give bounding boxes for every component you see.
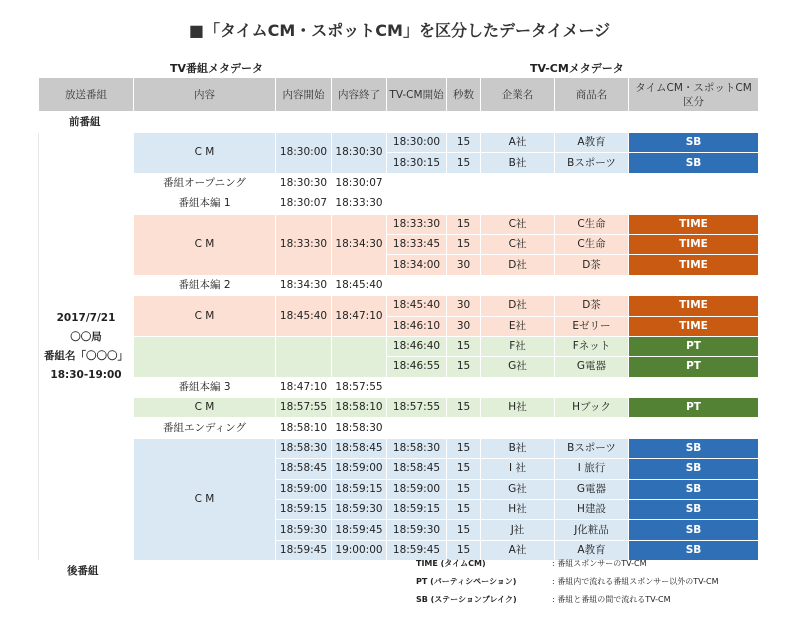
product-cell: Hブック — [555, 398, 629, 418]
legend-desc: : 番組内で流れる番組スポンサー以外のTV-CM — [552, 577, 719, 586]
category-badge: TIME — [629, 296, 759, 316]
cm-start-cell: 18:45:40 — [387, 296, 447, 316]
seconds-cell: 15 — [447, 459, 481, 479]
company-cell: H社 — [481, 398, 555, 418]
product-cell: Bスポーツ — [555, 153, 629, 173]
table-row — [39, 398, 759, 418]
content-start-cell — [276, 336, 332, 377]
content-start-cell: 18:58:45 — [276, 459, 332, 479]
category-badge: SB — [629, 540, 759, 560]
cm-start-cell: 18:59:45 — [387, 540, 447, 560]
content-start-cell: 18:47:10 — [276, 377, 332, 397]
category-badge: PT — [629, 398, 759, 418]
header-category-line1: タイムCM・スポットCM — [635, 81, 752, 94]
table-row — [39, 275, 759, 295]
product-cell — [555, 194, 629, 214]
cm-start-cell: 18:58:45 — [387, 459, 447, 479]
content-end-cell: 18:59:45 — [332, 520, 387, 540]
table-row — [39, 296, 759, 316]
cm-start-cell: 18:33:45 — [387, 234, 447, 254]
seconds-cell — [447, 194, 481, 214]
product-cell: D茶 — [555, 296, 629, 316]
legend-desc: : 番組と番組の間で流れるTV-CM — [552, 595, 671, 604]
company-cell: D社 — [481, 296, 555, 316]
content-end-cell: 18:57:55 — [332, 377, 387, 397]
cm-start-cell: 18:30:00 — [387, 133, 447, 153]
company-cell: I 社 — [481, 459, 555, 479]
broadcast-station: 〇〇局 — [70, 330, 102, 343]
cm-start-cell: 18:30:15 — [387, 153, 447, 173]
content-end-cell: 18:47:10 — [332, 296, 387, 337]
table-row — [39, 418, 759, 438]
product-cell: A教育 — [555, 540, 629, 560]
content-end-cell: 18:30:30 — [332, 133, 387, 174]
table-row — [39, 377, 759, 397]
seconds-cell: 15 — [447, 357, 481, 377]
table-row — [39, 214, 759, 234]
cm-start-cell: 18:46:55 — [387, 357, 447, 377]
table-row — [39, 336, 759, 356]
seconds-cell: 15 — [447, 133, 481, 153]
content-end-cell: 18:59:30 — [332, 500, 387, 520]
product-cell: J化粧品 — [555, 520, 629, 540]
before-program-label: 前番組 — [39, 112, 759, 133]
seconds-cell: 15 — [447, 520, 481, 540]
seconds-cell: 15 — [447, 153, 481, 173]
seconds-cell: 15 — [447, 500, 481, 520]
seconds-cell: 15 — [447, 336, 481, 356]
company-cell: B社 — [481, 438, 555, 458]
seconds-cell: 30 — [447, 316, 481, 336]
content-cell: 番組オープニング — [134, 173, 276, 193]
header-cm-start: TV-CM開始 — [387, 78, 447, 112]
category-badge: PT — [629, 357, 759, 377]
company-cell: D社 — [481, 255, 555, 275]
category-badge: TIME — [629, 214, 759, 234]
category-badge — [629, 418, 759, 438]
header-seconds: 秒数 — [447, 78, 481, 112]
content-end-cell — [332, 336, 387, 377]
header-product: 商品名 — [555, 78, 629, 112]
seconds-cell — [447, 377, 481, 397]
header-content: 内容 — [134, 78, 276, 112]
content-end-cell: 19:00:00 — [332, 540, 387, 560]
content-start-cell: 18:59:45 — [276, 540, 332, 560]
company-cell: C社 — [481, 234, 555, 254]
content-cell: 番組エンディング — [134, 418, 276, 438]
content-start-cell: 18:58:10 — [276, 418, 332, 438]
broadcast-program-name: 番組名「〇〇〇」 — [44, 349, 128, 362]
table-row — [39, 194, 759, 214]
product-cell: Bスポーツ — [555, 438, 629, 458]
seconds-cell: 15 — [447, 540, 481, 560]
company-cell: C社 — [481, 214, 555, 234]
cm-start-cell: 18:57:55 — [387, 398, 447, 418]
company-cell: H社 — [481, 500, 555, 520]
category-badge: TIME — [629, 255, 759, 275]
legend-item — [416, 576, 719, 594]
product-cell: A教育 — [555, 133, 629, 153]
category-badge: SB — [629, 479, 759, 499]
header-content-end: 内容終了 — [332, 78, 387, 112]
cm-start-cell — [387, 173, 447, 193]
content-start-cell: 18:30:30 — [276, 173, 332, 193]
content-start-cell: 18:57:55 — [276, 398, 332, 418]
product-cell: D茶 — [555, 255, 629, 275]
company-cell: A社 — [481, 133, 555, 153]
header-broadcast: 放送番組 — [39, 78, 134, 112]
broadcast-date: 2017/7/21 — [56, 311, 116, 324]
product-cell: H建設 — [555, 500, 629, 520]
seconds-cell: 15 — [447, 438, 481, 458]
product-cell — [555, 377, 629, 397]
company-cell — [481, 418, 555, 438]
after-program-label: 後番組 — [39, 561, 759, 582]
company-cell: F社 — [481, 336, 555, 356]
cm-start-cell: 18:59:15 — [387, 500, 447, 520]
tv-program-metadata-label: TV番組メタデータ — [170, 62, 264, 75]
product-cell: I 旅行 — [555, 459, 629, 479]
cm-start-cell — [387, 418, 447, 438]
content-start-cell: 18:45:40 — [276, 296, 332, 337]
category-badge — [629, 194, 759, 214]
cm-start-cell: 18:34:00 — [387, 255, 447, 275]
content-end-cell: 18:58:30 — [332, 418, 387, 438]
category-badge — [629, 377, 759, 397]
seconds-cell: 15 — [447, 234, 481, 254]
content-start-cell: 18:34:30 — [276, 275, 332, 295]
cm-start-cell: 18:33:30 — [387, 214, 447, 234]
category-badge: SB — [629, 133, 759, 153]
company-cell — [481, 377, 555, 397]
content-cell: 番組本編 2 — [134, 275, 276, 295]
cm-start-cell: 18:58:30 — [387, 438, 447, 458]
content-cell: C M — [134, 398, 276, 418]
seconds-cell: 15 — [447, 398, 481, 418]
company-cell: J社 — [481, 520, 555, 540]
company-cell: G社 — [481, 479, 555, 499]
before-program-row — [39, 112, 759, 133]
category-badge: SB — [629, 459, 759, 479]
tv-cm-metadata-label: TV-CMメタデータ — [530, 62, 624, 75]
seconds-cell: 15 — [447, 479, 481, 499]
cm-start-cell: 18:59:30 — [387, 520, 447, 540]
table-row — [39, 438, 759, 458]
content-end-cell: 18:58:45 — [332, 438, 387, 458]
product-cell — [555, 418, 629, 438]
product-cell: Eゼリー — [555, 316, 629, 336]
legend — [416, 558, 719, 612]
header-category-line2: 区分 — [683, 95, 704, 108]
company-cell: G社 — [481, 357, 555, 377]
product-cell: C生命 — [555, 234, 629, 254]
cm-start-cell — [387, 275, 447, 295]
category-badge: SB — [629, 438, 759, 458]
header-content-start: 内容開始 — [276, 78, 332, 112]
category-badge: SB — [629, 520, 759, 540]
product-cell: G電器 — [555, 479, 629, 499]
cm-start-cell — [387, 194, 447, 214]
legend-desc: : 番組スポンサーのTV-CM — [552, 559, 647, 568]
content-start-cell: 18:30:07 — [276, 194, 332, 214]
content-end-cell: 18:59:00 — [332, 459, 387, 479]
content-cell: C M — [134, 133, 276, 174]
content-end-cell: 18:34:30 — [332, 214, 387, 275]
content-cell: C M — [134, 438, 276, 560]
company-cell: B社 — [481, 153, 555, 173]
seconds-cell — [447, 275, 481, 295]
product-cell — [555, 173, 629, 193]
content-end-cell: 18:30:07 — [332, 173, 387, 193]
content-start-cell: 18:33:30 — [276, 214, 332, 275]
content-start-cell: 18:59:15 — [276, 500, 332, 520]
content-start-cell: 18:59:30 — [276, 520, 332, 540]
content-start-cell: 18:59:00 — [276, 479, 332, 499]
seconds-cell — [447, 418, 481, 438]
product-cell: C生命 — [555, 214, 629, 234]
content-end-cell: 18:45:40 — [332, 275, 387, 295]
seconds-cell: 30 — [447, 296, 481, 316]
legend-item — [416, 558, 719, 576]
seconds-cell: 15 — [447, 214, 481, 234]
content-end-cell: 18:33:30 — [332, 194, 387, 214]
category-badge — [629, 275, 759, 295]
metadata-table — [38, 77, 759, 582]
content-start-cell: 18:58:30 — [276, 438, 332, 458]
company-cell — [481, 173, 555, 193]
cm-start-cell: 18:46:40 — [387, 336, 447, 356]
category-badge: PT — [629, 336, 759, 356]
table-row — [39, 133, 759, 153]
content-start-cell: 18:30:00 — [276, 133, 332, 174]
category-badge: SB — [629, 153, 759, 173]
cm-start-cell: 18:46:10 — [387, 316, 447, 336]
table-row — [39, 173, 759, 193]
legend-key: PT (パーティシペーション) — [416, 577, 517, 586]
page-title: ■「タイムCM・スポットCM」を区分したデータイメージ — [188, 21, 611, 40]
category-badge: TIME — [629, 234, 759, 254]
cm-start-cell: 18:59:00 — [387, 479, 447, 499]
product-cell — [555, 275, 629, 295]
content-end-cell: 18:58:10 — [332, 398, 387, 418]
company-cell: A社 — [481, 540, 555, 560]
header-category — [629, 78, 759, 112]
content-cell: C M — [134, 296, 276, 337]
legend-item — [416, 594, 719, 612]
legend-key: TIME (タイムCM) — [416, 559, 486, 568]
company-cell — [481, 194, 555, 214]
category-badge: SB — [629, 500, 759, 520]
product-cell: G電器 — [555, 357, 629, 377]
content-cell — [134, 336, 276, 377]
content-cell: C M — [134, 214, 276, 275]
category-badge — [629, 173, 759, 193]
content-cell: 番組本編 3 — [134, 377, 276, 397]
company-cell: E社 — [481, 316, 555, 336]
seconds-cell — [447, 173, 481, 193]
broadcast-time: 18:30-19:00 — [50, 368, 122, 381]
category-badge: TIME — [629, 316, 759, 336]
cm-start-cell — [387, 377, 447, 397]
broadcast-info-cell — [39, 133, 134, 561]
content-cell: 番組本編 1 — [134, 194, 276, 214]
content-end-cell: 18:59:15 — [332, 479, 387, 499]
product-cell: Fネット — [555, 336, 629, 356]
header-company: 企業名 — [481, 78, 555, 112]
seconds-cell: 30 — [447, 255, 481, 275]
table-header-row — [39, 78, 759, 112]
legend-key: SB (ステーションブレイク) — [416, 595, 517, 604]
company-cell — [481, 275, 555, 295]
